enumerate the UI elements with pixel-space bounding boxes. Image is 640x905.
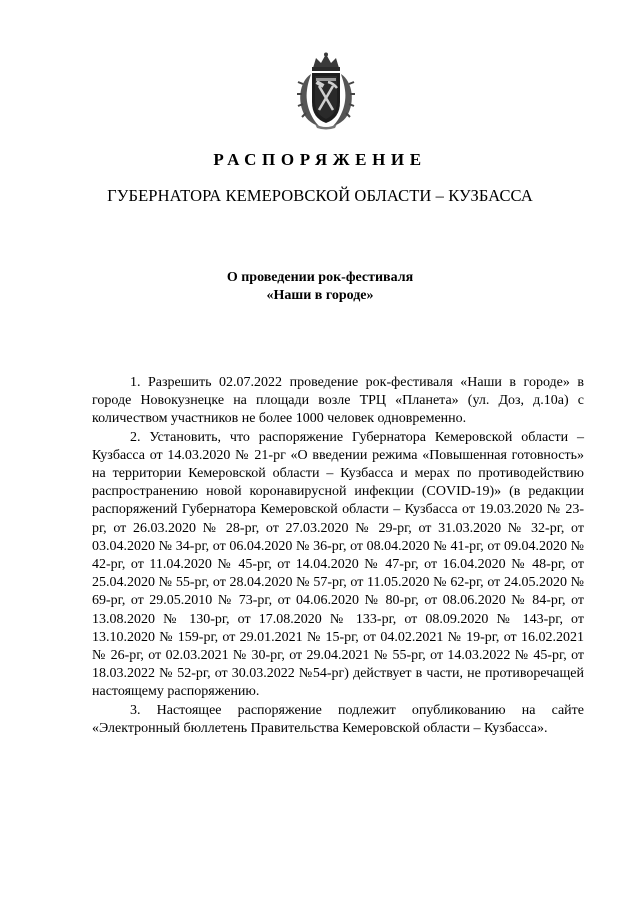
subject-line-1: О проведении рок-фестиваля — [226, 270, 414, 285]
coat-of-arms-emblem — [295, 52, 357, 130]
document-type-title: РАСПОРЯЖЕНИЕ — [213, 150, 427, 169]
issuer-title: ГУБЕРНАТОРА КЕМЕРОВСКОЙ ОБЛАСТИ – КУЗБАССА — [107, 186, 533, 205]
paragraph-2: 2. Установить, что распоряжение Губернатора Кемеровской области – Кузбасса от 14.03.2020 № 21-рг «О введении режима «Повышенная готовность» на территории Кемеровской области – Кузбасса и мерах по противодействию распространению новой коронавирусной инфекции (COVID-19)» (в редакции распоряжений Губернатора Кемеровской области – Кузбасса от 19.03.2020 № 23-рг, от 26.03.2020 № 28-рг, от 27.03.2020 № 29-рг, от 31.03.2020 № 32-рг, от 03.04.2020 № 34-рг, от 06.04.2020 № 36-рг, от 08.04.2020 № 41-рг, от 09.04.2020 № 42-рг, от 11.04.2020 № 45-рг, от 14.04.2020 № 47-рг, от 16.04.2020 № 48-рг, от 25.04.2020 № 55-рг, от 28.04.2020 № 57-рг, от 11.05.2020 № 62-рг, от 24.05.2020 № 69-рг, от 29.05.2010 № 73-рг, от 04.06.2020 № 80-рг, от 08.06.2020 № 84-рг, от 13.08.2020 № 130-рг, от 17.08.2020 № 133-рг, от 08.09.2020 № 143-рг, от 13.10.2020 № 159-рг, от 29.01.2021 № 15-рг, от 04.02.2021 № 19-рг, от 16.02.2021 № 26-рг, от 02.03.2021 № 30-рг, от 29.04.2021 № 55-рг, от 14.03.2022 № 45-рг, от 18.03.2022 № 52-рг, от 30.03.2022 №54-рг) действует в части, не противоречащей настоящему распоряжению. — [92, 429, 584, 700]
subject-line-2: «Наши в городе» — [266, 288, 374, 303]
document-body — [92, 374, 584, 738]
paragraph-1: 1. Разрешить 02.07.2022 проведение рок-фестиваля «Наши в городе» в городе Новокузнецке на площади возле ТРЦ «Планета» (ул. Доз, д.10а) с количеством участников не более 1000 человек одновременно. — [92, 375, 584, 427]
paragraph-3: 3. Настоящее распоряжение подлежит опубликованию на сайте «Электронный бюллетень Правительства Кемеровской области – Кузбасса». — [92, 702, 584, 736]
document-subject — [0, 269, 640, 305]
